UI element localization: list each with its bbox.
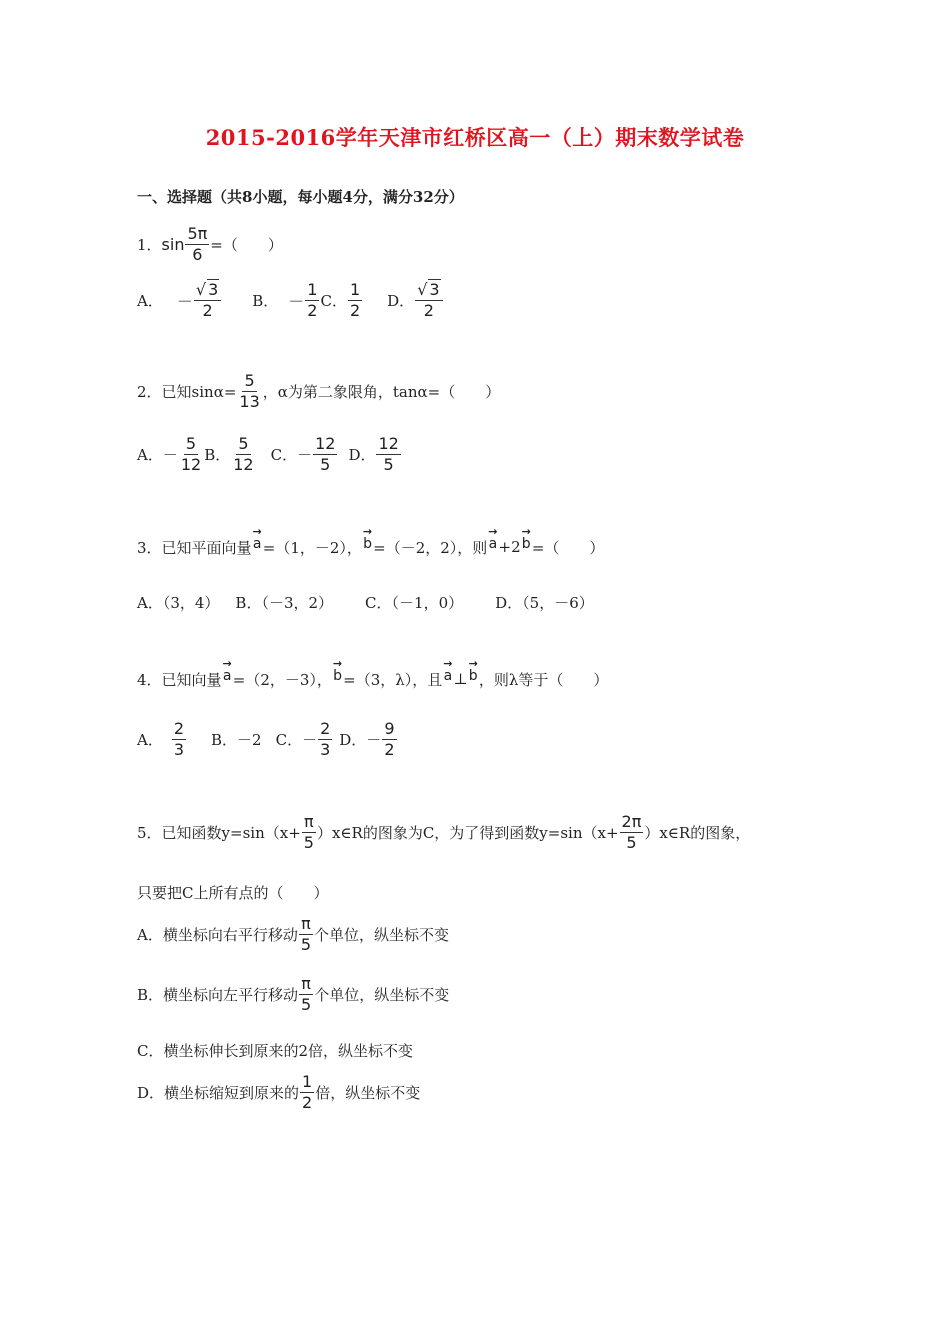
question-4 — [137, 657, 609, 691]
q3-option-a: A．（3，4） — [137, 594, 220, 612]
q1-fraction: $\frac{5\pi}{6}$ — [187, 224, 208, 264]
q4-vector-b-perp: → b — [468, 657, 478, 684]
q1-option-b-label: B． — [252, 292, 279, 310]
q2-stem-end: ，α为第二象限角，tanα=（ ） — [262, 383, 501, 401]
q5-option-a-fraction: $\frac{\pi}{5}$ — [300, 914, 312, 954]
q2-option-d-label: D． — [348, 446, 376, 464]
q2-option-d-value: $\frac{12}{5}$ — [378, 434, 399, 474]
q1-option-a-value: $\frac{√ 3}{2}$ — [194, 282, 221, 319]
q5-fraction-2: $\frac{2\pi}{5}$ — [621, 812, 642, 852]
q2-fraction: $\frac{5}{13}$ — [239, 371, 260, 411]
q5-option-c: C．横坐标伸长到原来的2倍，纵坐标不变 — [137, 1042, 414, 1060]
q5-option-b-fraction: $\frac{\pi}{5}$ — [301, 974, 312, 1014]
q5-stem-start: 5．已知函数y=sin（x+ — [137, 824, 301, 842]
q3-vector-b-value: =（－2，2），则 — [373, 538, 488, 557]
q2-option-b-value: $\frac{5}{12}$ — [233, 434, 254, 474]
q1-option-a-sign: － — [176, 292, 193, 311]
q3-stem-end: =（ ） — [531, 538, 605, 557]
q1-option-d-value: $\frac{√ 3}{2}$ — [415, 282, 442, 319]
q3-option-c: C．（－1，0） — [365, 594, 464, 612]
q1-option-d-label: D． — [387, 292, 415, 310]
q3-options — [137, 592, 594, 613]
q4-vector-a-perp: → a — [443, 657, 453, 684]
q3-vector-a-sum: → a — [488, 525, 498, 552]
question-3 — [137, 525, 605, 559]
q2-option-c-label: C．－ — [270, 446, 313, 464]
q4-option-d-label: D．－ — [339, 731, 382, 749]
q3-plus-two: +2 — [498, 538, 521, 557]
q5-option-a: A．横坐标向右平行移动 $\frac{\pi}{5}$ 个单位，纵坐标不变 — [137, 914, 450, 954]
q5-fraction-1: $\frac{\pi}{5}$ — [303, 812, 314, 852]
q1-option-b-sign: － — [288, 292, 305, 311]
q1-stem-end: =（ ） — [210, 236, 283, 254]
q1-option-c-label: C． — [320, 292, 347, 310]
q1-option-b-value: $\frac{1}{2}$ — [307, 280, 318, 320]
q3-vector-a-value: =（1，－2）， — [262, 538, 362, 557]
q3-vector-a: → a — [252, 525, 262, 552]
q2-option-a-label: A．－ — [137, 446, 178, 464]
q4-option-c-label: C．－ — [275, 731, 318, 749]
q4-perp-symbol: ⊥ — [453, 670, 468, 689]
q5-stem-mid: ）x∈R的图象为C，为了得到函数y=sin（x+ — [316, 824, 619, 842]
q4-vector-b: → b — [332, 657, 343, 684]
q4-option-d-value: $\frac{9}{2}$ — [384, 719, 395, 759]
q4-option-c-value: $\frac{2}{3}$ — [320, 719, 331, 759]
q3-vector-b: → b — [362, 525, 373, 552]
q5-stem-line-2: 只要把C上所有点的（ ） — [137, 884, 329, 902]
q4-options — [137, 721, 398, 758]
q3-stem-start: 3．已知平面向量 — [137, 538, 252, 557]
q2-option-c-value: $\frac{12}{5}$ — [315, 434, 336, 474]
q3-vector-b-sum: → b — [521, 525, 531, 552]
question-2 — [137, 373, 500, 410]
q4-vector-a-value: =（2，－3）， — [232, 670, 332, 689]
section-heading: 一、选择题（共8小题，每小题4分，满分32分） — [137, 188, 464, 206]
q4-option-a-label: A． — [137, 731, 163, 749]
question-1 — [137, 226, 283, 263]
q5-option-d: D．横坐标缩短到原来的 $\frac{1}{2}$ 倍，纵坐标不变 — [137, 1072, 421, 1112]
q4-stem-start: 4．已知向量 — [137, 670, 222, 689]
q2-options — [137, 436, 402, 473]
q5-option-b: B．横坐标向左平行移动 $\frac{\pi}{5}$ 个单位，纵坐标不变 — [137, 974, 450, 1014]
q5-stem-end: ）x∈R的图象， — [644, 824, 751, 842]
question-5 — [137, 814, 750, 851]
q5-option-d-fraction: $\frac{1}{2}$ — [302, 1072, 313, 1112]
q1-option-a-label: A． — [137, 292, 163, 310]
q2-stem-start: 2．已知sinα= — [137, 383, 237, 401]
exam-title: 2015-2016学年天津市红桥区高一（上）期末数学试卷 — [205, 125, 745, 150]
q1-options — [137, 282, 444, 319]
q1-option-c-value: $\frac{1}{2}$ — [349, 280, 361, 320]
q4-option-a-value: $\frac{2}{3}$ — [173, 719, 185, 759]
q2-option-b-label: B． — [204, 446, 231, 464]
q4-vector-a: → a — [222, 657, 232, 684]
q1-sin: sin — [161, 235, 185, 254]
q4-option-b: B．－2 — [211, 731, 262, 749]
q3-option-d: D．（5，－6） — [495, 594, 594, 612]
q3-option-b: B．（－3，2） — [235, 594, 334, 612]
q4-vector-b-value: =（3，λ），且 — [343, 670, 443, 689]
q4-stem-end: ，则λ等于（ ） — [478, 670, 609, 689]
q1-number: 1． — [137, 236, 162, 254]
q2-option-a-value: $\frac{5}{12}$ — [180, 434, 202, 474]
